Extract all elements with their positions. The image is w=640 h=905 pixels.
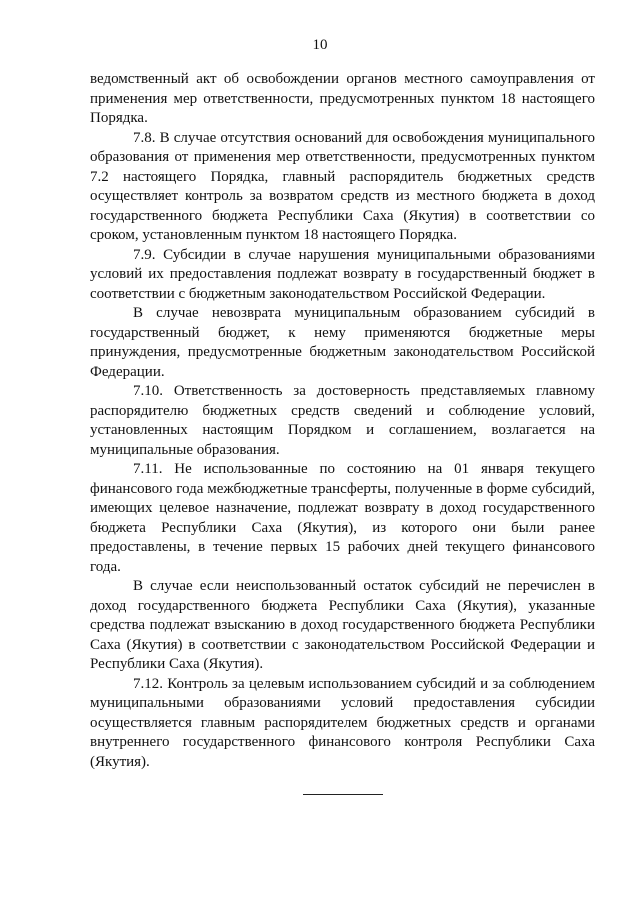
paragraph-7-9-nonreturn: В случае невозврата муниципальным образованием субсидий в государственный бюджет, к нему применяются бюджетные меры принуждения, предусмотренные бюджетным законодательством Российской Федерации. xyxy=(90,305,595,380)
paragraph-7-8: 7.8. В случае отсутствия оснований для освобождения муниципального образования от применения мер ответственности, предусмотренных пунктом 7.2 настоящего Порядка, главный распорядитель бюджетных средств осуществляет контроль за возвратом средств из местного бюджета в доход государственного бюджета Республики Саха (Якутия) в соответствии со сроком, установленным пунктом 18 настоящего Порядка. xyxy=(90,129,595,243)
paragraph-7-11: 7.11. Не использованные по состоянию на 01 января текущего финансового года межбюджетные трансферты, полученные в форме субсидий, имеющих целевое назначение, подлежат возврату в доход государственного бюджета Республики Саха (Якутия), из которого они были ранее предоставлены, в течение первых 15 рабочих дней текущего финансового года. xyxy=(90,461,595,575)
paragraph-7-11-recovery: В случае если неиспользованный остаток субсидий не перечислен в доход государственного бюджета Республики Саха (Якутия), указанные средства подлежат взысканию в доход государственного бюджета Республики Саха (Якутия) в соответствии с законодательством Российской Федерации и Республики Саха (Якутия). xyxy=(90,578,595,672)
end-separator-line xyxy=(303,794,383,795)
page-number: 10 xyxy=(312,37,328,53)
paragraph-7-9: 7.9. Субсидии в случае нарушения муниципальными образованиями условий их предоставления подлежат возврату в государственный бюджет в соответствии с бюджетным законодательством Российской Федерации. xyxy=(90,246,595,302)
document-body xyxy=(90,70,595,772)
paragraph-7-12: 7.12. Контроль за целевым использованием субсидий и за соблюдением муниципальными образованиями условий предоставления субсидии осуществляется главным распорядителем бюджетных средств и органами внутреннего государственного финансового контроля Республики Саха (Якутия). xyxy=(90,675,595,770)
paragraph-continuation: ведомственный акт об освобождении органов местного самоуправления от применения мер ответственности, предусмотренных пунктом 18 настоящего Порядка. xyxy=(90,71,595,126)
paragraph-7-10: 7.10. Ответственность за достоверность представляемых главному распорядителю бюджетных средств сведений и соблюдение условий, установленных настоящим Порядком и соглашением, возлагается на муниципальные образования. xyxy=(90,383,595,458)
